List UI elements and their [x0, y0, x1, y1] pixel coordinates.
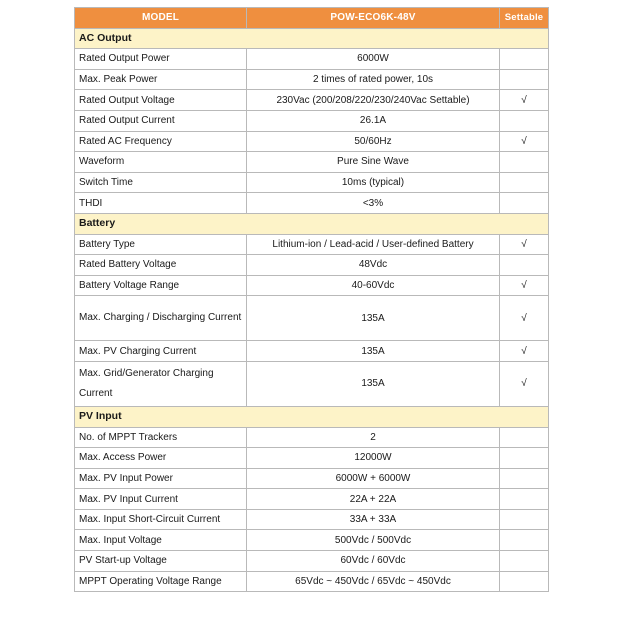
table-row — [75, 361, 549, 406]
settable-check-icon — [500, 152, 549, 173]
parameter-value: <3% — [247, 193, 500, 214]
settable-check-icon — [500, 489, 549, 510]
parameter-name: Max. PV Input Current — [75, 489, 247, 510]
table-row — [75, 255, 549, 276]
parameter-value: 60Vdc / 60Vdc — [247, 551, 500, 572]
table-row — [75, 90, 549, 111]
section-title: PV Input — [75, 406, 549, 427]
parameter-value: 26.1A — [247, 110, 500, 131]
settable-check-icon — [500, 172, 549, 193]
table-row — [75, 551, 549, 572]
section-title: AC Output — [75, 28, 549, 49]
table-row — [75, 275, 549, 296]
parameter-name: Battery Type — [75, 234, 247, 255]
section-title: Battery — [75, 213, 549, 234]
spec-body — [75, 28, 549, 592]
table-row — [75, 509, 549, 530]
table-row — [75, 172, 549, 193]
table-row — [75, 234, 549, 255]
table-row — [75, 489, 549, 510]
parameter-name: Battery Voltage Range — [75, 275, 247, 296]
parameter-value: 65Vdc ~ 450Vdc / 65Vdc ~ 450Vdc — [247, 571, 500, 592]
parameter-value: 135A — [247, 296, 500, 341]
settable-check-icon: √ — [500, 341, 549, 362]
table-row — [75, 341, 549, 362]
parameter-value: 2 — [247, 427, 500, 448]
settable-check-icon — [500, 571, 549, 592]
parameter-name: Waveform — [75, 152, 247, 173]
parameter-name: Max. Peak Power — [75, 69, 247, 90]
parameter-value: 135A — [247, 361, 500, 406]
parameter-name: Max. Input Voltage — [75, 530, 247, 551]
parameter-name: MPPT Operating Voltage Range — [75, 571, 247, 592]
parameter-value: 230Vac (200/208/220/230/240Vac Settable) — [247, 90, 500, 111]
settable-check-icon — [500, 255, 549, 276]
settable-check-icon — [500, 49, 549, 70]
parameter-name: Max. Access Power — [75, 448, 247, 469]
settable-check-icon — [500, 509, 549, 530]
parameter-value: 33A + 33A — [247, 509, 500, 530]
settable-check-icon — [500, 69, 549, 90]
parameter-name: Rated AC Frequency — [75, 131, 247, 152]
header-product: POW-ECO6K-48V — [247, 8, 500, 29]
parameter-value: 12000W — [247, 448, 500, 469]
parameter-value: 10ms (typical) — [247, 172, 500, 193]
table-row — [75, 530, 549, 551]
header-model: MODEL — [75, 8, 247, 29]
settable-check-icon — [500, 468, 549, 489]
parameter-name: Max. PV Charging Current — [75, 341, 247, 362]
section-row — [75, 28, 549, 49]
settable-check-icon — [500, 530, 549, 551]
table-row — [75, 427, 549, 448]
section-row — [75, 406, 549, 427]
table-row — [75, 571, 549, 592]
parameter-value: 50/60Hz — [247, 131, 500, 152]
parameter-name: THDI — [75, 193, 247, 214]
parameter-value: 48Vdc — [247, 255, 500, 276]
table-row — [75, 448, 549, 469]
table-row — [75, 69, 549, 90]
table-row — [75, 468, 549, 489]
parameter-name: Max. Grid/Generator Charging Current — [75, 361, 247, 406]
parameter-value: Lithium-ion / Lead-acid / User-defined Battery — [247, 234, 500, 255]
table-row — [75, 110, 549, 131]
parameter-name: No. of MPPT Trackers — [75, 427, 247, 448]
settable-check-icon: √ — [500, 275, 549, 296]
parameter-name: Rated Output Current — [75, 110, 247, 131]
settable-check-icon — [500, 551, 549, 572]
settable-check-icon: √ — [500, 361, 549, 406]
parameter-value: 6000W — [247, 49, 500, 70]
table-row — [75, 296, 549, 341]
spec-table — [74, 7, 549, 592]
settable-check-icon — [500, 110, 549, 131]
table-row — [75, 131, 549, 152]
settable-check-icon: √ — [500, 90, 549, 111]
parameter-name: Rated Output Voltage — [75, 90, 247, 111]
parameter-name: Max. Input Short-Circuit Current — [75, 509, 247, 530]
parameter-value: 6000W + 6000W — [247, 468, 500, 489]
parameter-value: Pure Sine Wave — [247, 152, 500, 173]
header-row — [75, 8, 549, 29]
parameter-value: 40-60Vdc — [247, 275, 500, 296]
section-row — [75, 213, 549, 234]
settable-check-icon — [500, 193, 549, 214]
table-row — [75, 193, 549, 214]
settable-check-icon: √ — [500, 131, 549, 152]
parameter-name: PV Start-up Voltage — [75, 551, 247, 572]
header-settable: Settable — [500, 8, 549, 29]
settable-check-icon — [500, 427, 549, 448]
settable-check-icon: √ — [500, 234, 549, 255]
parameter-value: 2 times of rated power, 10s — [247, 69, 500, 90]
parameter-name: Rated Output Power — [75, 49, 247, 70]
settable-check-icon: √ — [500, 296, 549, 341]
parameter-value: 500Vdc / 500Vdc — [247, 530, 500, 551]
parameter-value: 135A — [247, 341, 500, 362]
table-row — [75, 49, 549, 70]
parameter-name: Max. Charging / Discharging Current — [75, 296, 247, 341]
settable-check-icon — [500, 448, 549, 469]
parameter-name: Max. PV Input Power — [75, 468, 247, 489]
parameter-value: 22A + 22A — [247, 489, 500, 510]
table-row — [75, 152, 549, 173]
parameter-name: Switch Time — [75, 172, 247, 193]
parameter-name: Rated Battery Voltage — [75, 255, 247, 276]
